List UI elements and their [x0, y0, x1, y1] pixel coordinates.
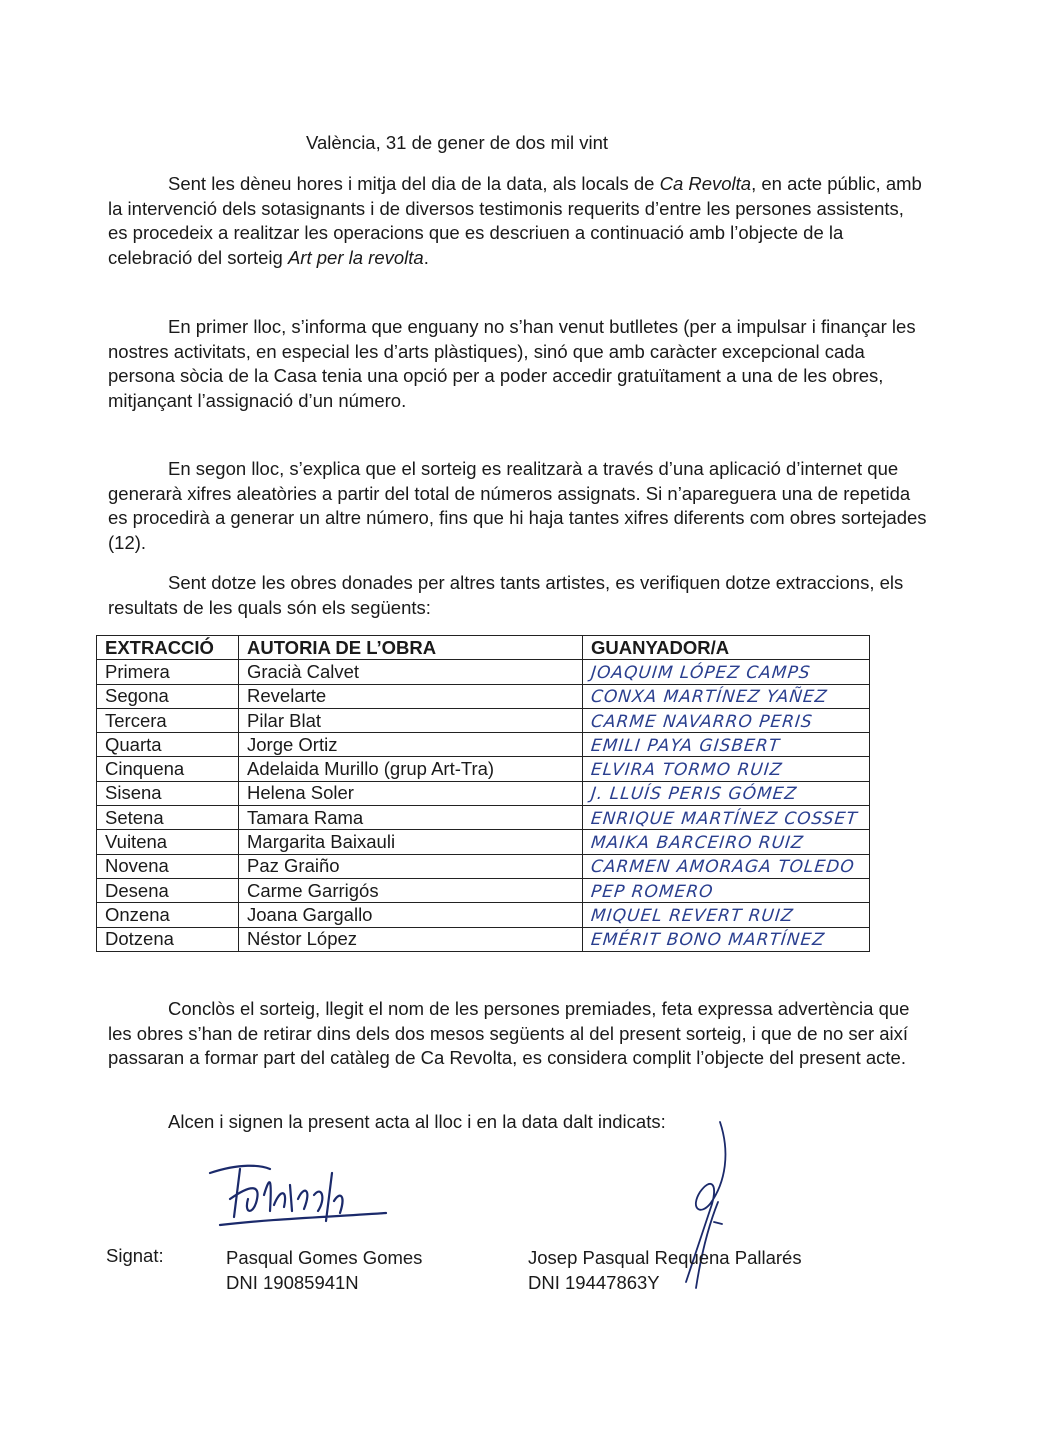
winner-cell: [583, 757, 870, 781]
extraction-cell: Sisena: [97, 781, 239, 805]
author-cell: Margarita Baixauli: [239, 830, 583, 854]
winner-cell: [583, 854, 870, 878]
signer-1-id: DNI 19085941N: [226, 1272, 359, 1293]
author-cell: Jorge Ortiz: [239, 733, 583, 757]
intro-text-e: .: [423, 246, 429, 268]
header-winner: GUANYADOR/A: [583, 636, 870, 660]
signer-1: [226, 1245, 422, 1295]
signer-2-id: DNI 19447863Y: [528, 1272, 660, 1293]
handwritten-winner-name: MAIKA BARCEIRO RUIZ: [589, 833, 805, 854]
author-cell: Adelaida Murillo (grup Art-Tra): [239, 757, 583, 781]
extraction-cell: Primera: [97, 660, 239, 684]
extraction-cell: Quarta: [97, 733, 239, 757]
winner-cell: [583, 903, 870, 927]
winner-cell: [583, 830, 870, 854]
results-table: [96, 635, 870, 952]
paragraph-results-intro: Sent dotze les obres donades per altres tants artistes, es verifiquen dotze extraccions, els resultats de les quals són els següents:: [108, 572, 904, 618]
extraction-cell: Tercera: [97, 708, 239, 732]
extraction-cell: Vuitena: [97, 830, 239, 854]
signer-2-name: Josep Pasqual Requena Pallarés: [528, 1247, 802, 1268]
table-row: [97, 903, 870, 927]
extraction-cell: Setena: [97, 806, 239, 830]
handwritten-winner-name: MIQUEL REVERT RUIZ: [589, 905, 795, 926]
handwritten-winner-name: PEP ROMERO: [589, 881, 715, 902]
intro-venue: Ca Revolta: [659, 173, 752, 194]
paragraph-second-point: En segon lloc, s’explica que el sorteig es realitzarà a través d’una aplicació d’internet que generarà xifres aleatòries a partir del total de números assignats. Si n’apareguera una de repetida es procedirà a generar un altre número, fins que hi haja tantes xifres diferents com obres sortejades (12).: [108, 458, 927, 553]
date-line: València, 31 de gener de dos mil vint: [306, 132, 609, 153]
author-cell: Tamara Rama: [239, 806, 583, 830]
signer-2: [528, 1245, 802, 1295]
table-row: [97, 757, 870, 781]
paragraph-first-point: En primer lloc, s’informa que enguany no s’han venut butlletes (per a impulsar i finançar les nostres activitats, en especial les d’arts plàstiques), sinó que amb caràcter excepcional cada persona sòcia de la Casa tenia una opció per a poder accedir gratuïtament a una de les obres, mitjançant l’assignació d’un número.: [108, 316, 916, 411]
author-cell: Carme Garrigós: [239, 878, 583, 902]
winner-cell: [583, 660, 870, 684]
extraction-cell: Cinquena: [97, 757, 239, 781]
winner-cell: [583, 733, 870, 757]
winner-cell: [583, 781, 870, 805]
signed-label: Signat:: [106, 1245, 164, 1266]
author-cell: Revelarte: [239, 684, 583, 708]
table-header-row: [97, 636, 870, 660]
extraction-cell: Novena: [97, 854, 239, 878]
winner-cell: [583, 684, 870, 708]
paragraph-conclusion: Conclòs el sorteig, llegit el nom de les persones premiades, feta expressa advertència que les obres s’han de retirar dins dels dos mesos següents al del present sorteig, i que de no ser així passaran a formar part del catàleg de Ca Revolta, es considera complit l’objecte del present acte.: [108, 998, 910, 1068]
author-cell: Joana Gargallo: [239, 903, 583, 927]
extraction-cell: Segona: [97, 684, 239, 708]
handwritten-winner-name: CARME NAVARRO PERIS: [589, 711, 814, 732]
table-row: [97, 733, 870, 757]
handwritten-winner-name: J. LLUÍS PERIS GÓMEZ: [589, 784, 799, 805]
handwritten-winner-name: EMÉRIT BONO MARTÍNEZ: [589, 930, 826, 951]
winner-cell: [583, 806, 870, 830]
paragraph-signing: Alcen i signen la present acta al lloc i en la data dalt indicats:: [168, 1111, 666, 1132]
table-row: [97, 708, 870, 732]
table-row: [97, 854, 870, 878]
author-cell: Gracià Calvet: [239, 660, 583, 684]
intro-text-c: , en acte públic, amb la intervenció dels sotasignants i de diversos testimonis requerits d’entre les persones assistents, es procedeix a realitzar les operacions que es descriuen a continuació amb l’objecte de la celebració del sorteig: [108, 173, 922, 268]
signature-1-graphic: [200, 1155, 400, 1235]
author-cell: Néstor López: [239, 927, 583, 951]
handwritten-winner-name: CONXA MARTÍNEZ YAÑEZ: [589, 687, 829, 708]
table-row: [97, 781, 870, 805]
table-row: [97, 806, 870, 830]
extraction-cell: Onzena: [97, 903, 239, 927]
author-cell: Pilar Blat: [239, 708, 583, 732]
intro-event-name: Art per la revolta: [287, 246, 424, 268]
table-row: [97, 878, 870, 902]
table-row: [97, 830, 870, 854]
handwritten-winner-name: CARMEN AMORAGA TOLEDO: [589, 857, 856, 878]
header-author: AUTORIA DE L’OBRA: [239, 636, 583, 660]
handwritten-winner-name: ELVIRA TORMO RUIZ: [589, 760, 784, 781]
handwritten-winner-name: EMILI PAYA GISBERT: [589, 735, 782, 756]
intro-text-a: Sent les dèneu hores i mitja del dia de la data, als locals de: [168, 173, 660, 194]
winner-cell: [583, 878, 870, 902]
extraction-cell: Desena: [97, 878, 239, 902]
paragraph-intro: [108, 172, 928, 270]
handwritten-winner-name: ENRIQUE MARTÍNEZ COSSET: [589, 808, 859, 829]
signer-1-name: Pasqual Gomes Gomes: [226, 1247, 423, 1268]
author-cell: Helena Soler: [239, 781, 583, 805]
table-row: [97, 927, 870, 951]
handwritten-winner-name: JOAQUIM LÓPEZ CAMPS: [589, 662, 812, 683]
author-cell: Paz Graiño: [239, 854, 583, 878]
winner-cell: [583, 708, 870, 732]
header-extraction: EXTRACCIÓ: [97, 636, 239, 660]
extraction-cell: Dotzena: [97, 927, 239, 951]
winner-cell: [583, 927, 870, 951]
table-row: [97, 684, 870, 708]
table-row: [97, 660, 870, 684]
